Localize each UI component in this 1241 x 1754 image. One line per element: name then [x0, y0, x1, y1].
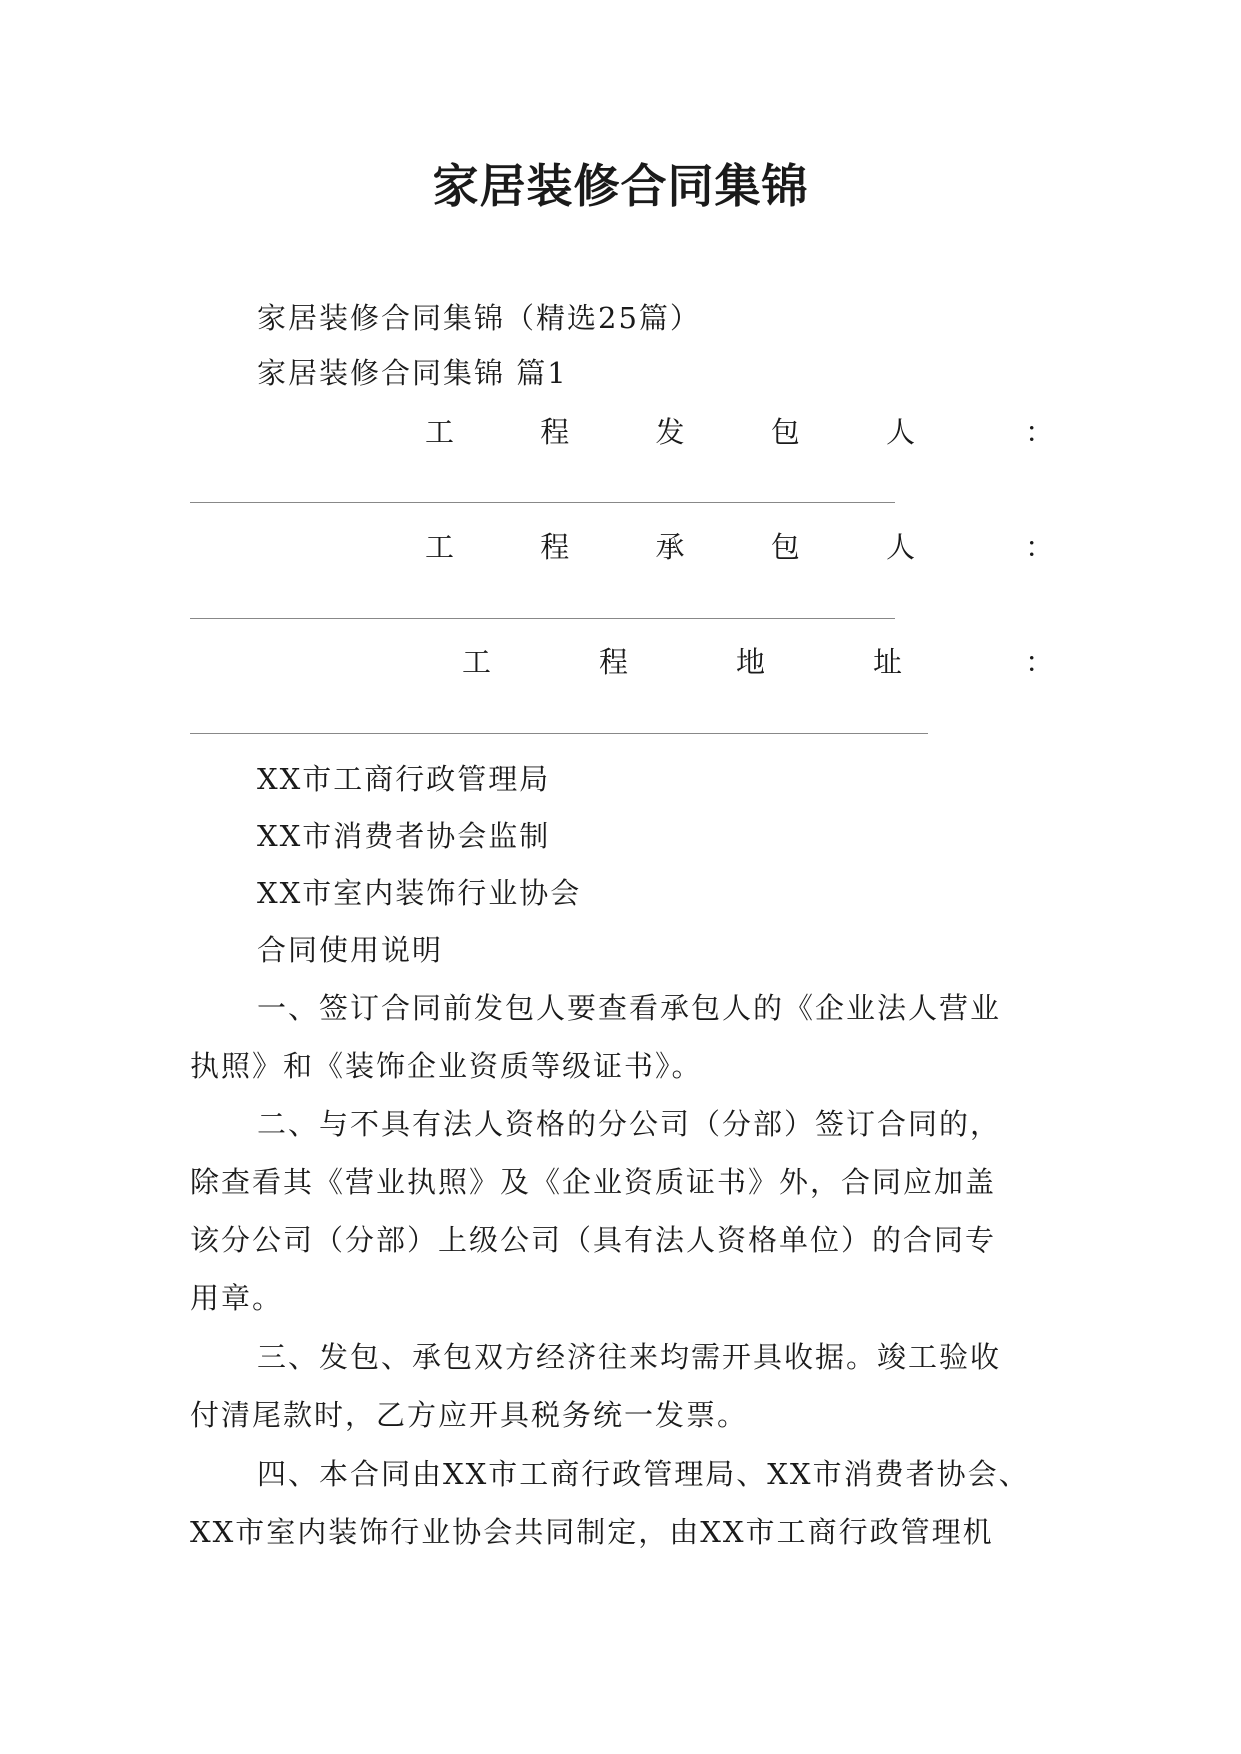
field-char: 程: [540, 415, 570, 449]
field-char: 包: [770, 530, 800, 564]
blank-line-employer: [190, 502, 895, 503]
field-char: 人: [885, 530, 915, 564]
field-label-employer: [425, 410, 915, 451]
paragraph-line: 三、发包、承包双方经济往来均需开具收据。竣工验收: [257, 1340, 1002, 1374]
document-title: 家居装修合同集锦: [432, 159, 809, 213]
paragraph-line: 四、本合同由XX市工商行政管理局、XX市消费者协会、: [257, 1457, 1030, 1491]
usage-heading: 合同使用说明: [257, 933, 444, 967]
paragraph-line: 付清尾款时，乙方应开具税务统一发票。: [190, 1398, 749, 1432]
field-char: 址: [872, 645, 902, 679]
paragraph-line: 二、与不具有法人资格的分公司（分部）签订合同的，: [257, 1107, 1002, 1141]
field-char: 包: [770, 415, 800, 449]
field-char: 地: [735, 645, 765, 679]
document-subtitle: 家居装修合同集锦（精选25篇）: [257, 301, 701, 335]
field-char: 承: [655, 530, 685, 564]
field-colon: ：: [1025, 645, 1055, 679]
field-colon: ：: [1025, 415, 1055, 449]
issuer-line: XX市室内装饰行业协会: [257, 876, 582, 910]
field-label-address: [462, 640, 902, 681]
field-char: 工: [425, 415, 455, 449]
field-char: 人: [885, 415, 915, 449]
field-char: 程: [540, 530, 570, 564]
paragraph-line: 一、签订合同前发包人要查看承包人的《企业法人营业: [257, 991, 1002, 1025]
issuer-line: XX市消费者协会监制: [257, 819, 551, 853]
blank-line-contractor: [190, 618, 895, 619]
paragraph-line: 用章。: [190, 1281, 284, 1315]
paragraph-line: XX市室内装饰行业协会共同制定，由XX市工商行政管理机: [190, 1515, 994, 1549]
paragraph-line: 除查看其《营业执照》及《企业资质证书》外，合同应加盖: [190, 1165, 997, 1199]
blank-line-address: [190, 733, 928, 734]
issuer-line: XX市工商行政管理局: [257, 762, 551, 796]
field-char: 发: [655, 415, 685, 449]
field-char: 程: [598, 645, 628, 679]
field-char: 工: [462, 645, 492, 679]
section-heading: 家居装修合同集锦 篇1: [257, 356, 568, 390]
field-char: 工: [425, 530, 455, 564]
field-label-contractor: [425, 525, 915, 566]
paragraph-line: 执照》和《装饰企业资质等级证书》。: [190, 1049, 703, 1083]
field-colon: ：: [1025, 530, 1055, 564]
paragraph-line: 该分公司（分部）上级公司（具有法人资格单位）的合同专: [190, 1223, 997, 1257]
